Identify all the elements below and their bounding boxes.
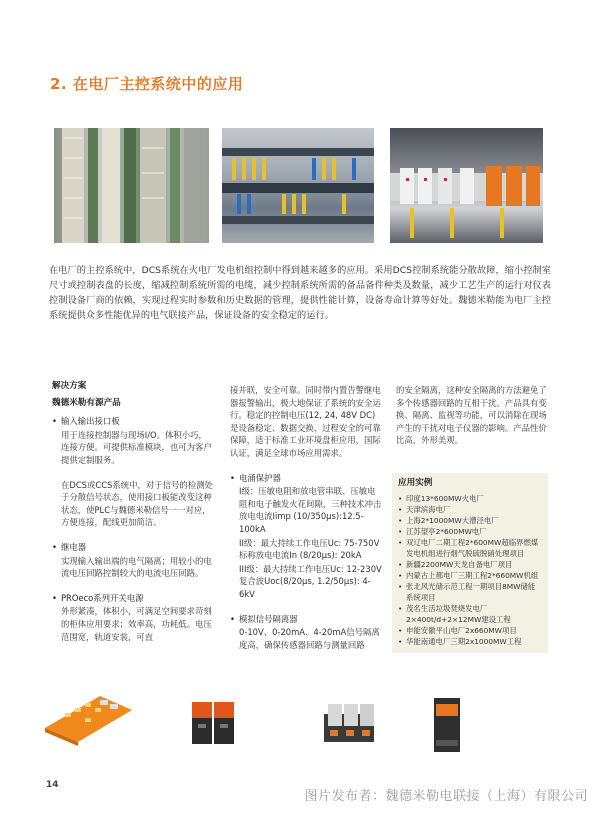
- page-number: 14: [46, 780, 59, 790]
- io-board-text-2: 在DCS或CCS系统中，对于信号的检测处于分散信号状态，使用接口板能改变这种状态，使PLC与魏德米勒信号一一对应，方便连接，配线更加简洁。: [61, 479, 213, 528]
- product-signal-isolator-image: [430, 694, 464, 756]
- case-item: 印度13*600MW火电厂: [406, 494, 484, 503]
- case-item: 江苏望亭2*600MW电厂: [406, 527, 487, 536]
- application-cases-box: 应用实例 • 印度13*600MW火电厂 • 天津滨海电厂 • 上海2*1000MW大漕泾电厂 • 江苏望亭2*600MW电厂 • 双辽电厂二期工程2*600MW超临界燃煤发电机组进行烟气脱硫脱硝处理项目 • 新疆2200MW天龙自备电厂项目 • 内蒙古上都电厂三期工程2*660MW机组 • 张北风光储示范工程一期项目8MW储能系统项目 • 茂名生活垃圾焚烧发电厂2×400t/d+2×12MW建设工程 • 申能安徽平山电厂2x660MW项目 • 华能南通电厂三期2x1000MW工程: [392, 473, 548, 653]
- case-item: 申能安徽平山电厂2x660MW项目: [406, 626, 517, 635]
- publisher-watermark: 图片发布者：魏德米勒电联接（上海）有限公司: [304, 789, 588, 804]
- case-item: 张北风光储示范工程一期项目8MW储能系统项目: [406, 582, 536, 602]
- section-heading: 2. 在电厂主控系统中的应用: [50, 75, 244, 93]
- case-item: 华能南通电厂三期2x1000MW工程: [406, 637, 522, 646]
- surge-class-1-text: I级：压敏电阻和放电管串联、压敏电阻和电子触发火花间隙，三种技术冲击放电电流Iimp (10/350μs):12.5-100kA: [239, 486, 382, 534]
- middle-column: [230, 384, 382, 651]
- right-column: [396, 384, 548, 447]
- relay-title: • 继电器: [52, 541, 214, 554]
- signal-isolator-title: • 模拟信号隔离器: [230, 613, 382, 626]
- active-products-title: 魏德米勒有源产品: [52, 397, 121, 408]
- product-interface-board-image: [40, 688, 135, 748]
- case-item: 双辽电厂二期工程2*600MW超临界燃煤发电机组进行烟气脱硫脱硝处理项目: [406, 538, 539, 558]
- case-item: 天津滨海电厂: [406, 505, 451, 514]
- case-item: 上海2*1000MW大漕泾电厂: [406, 516, 499, 525]
- power-supply-text-cont: 接并联，安全可靠。同时带内置告警继电器报警输出，极大地保证了系统的安全运行。稳定的控制电压(12, 24, 48V DC)是设备稳定、数据交换、过程安全的可靠保障，适于标准工业环境盘柜应用，国际认证，满足全球市场应用需求。: [230, 385, 381, 458]
- photo-wiring-cabinet: [54, 128, 209, 243]
- io-board-title: • 输入输出接口板: [52, 415, 214, 428]
- power-supply-text: 外形紧凑，体积小，可满足空间要求苛刻的柜体应用要求；效率高，功耗低。电压范围宽，轨道安装，可直: [61, 606, 212, 642]
- signal-isolator-text: 0-10V、0-20mA、4-20mA信号隔离度高，确保传感器回路与测量回路: [239, 627, 380, 650]
- solutions-column: [52, 380, 214, 643]
- surge-class-3-text: III级：最大持续工作电压Uc: 12-230V复合波Uoc(8/20μs, 1.2/50μs): 4-6kV: [239, 563, 382, 599]
- io-board-text: 用于连接控制器与现场I/O。体积小巧，连接方便。可提供标准模块，也可为客户提供定制服务。: [61, 429, 212, 465]
- case-item: 茂名生活垃圾焚烧发电厂2×400t/d+2×12MW建设工程: [406, 604, 511, 624]
- power-supply-title: • PROeco系列开关电源: [52, 592, 214, 605]
- case-item: 新疆2200MW天龙自备电厂项目: [406, 560, 513, 569]
- surge-class-2-text: II级：最大持续工作电压Uc: 75-750V标称放电电流In (8/20μs): 20kA: [239, 537, 380, 561]
- case-item: 内蒙古上都电厂三期工程2*660MW机组: [406, 571, 539, 580]
- photo-terminal-blocks: [222, 128, 374, 243]
- product-surge-protector-image: [188, 698, 238, 748]
- product-relay-module-image: [318, 696, 380, 752]
- relay-text: 实现输入输出端的电气隔离；用较小的电流电压回路控制较大的电流电压回路。: [61, 555, 212, 579]
- surge-protector-title: • 电涌保护器: [230, 472, 382, 485]
- solutions-title: 解决方案: [52, 381, 87, 391]
- intro-paragraph: 在电厂的主控系统中，DCS系统在火电厂发电机组控制中得到越来越多的应用。采用DCS控制系统能分散故障，缩小控制室尺寸或控制表盘的长度，缩减控制系统所需的电缆，减少控制系统所需的备品备件种类及数量，减少工艺生产的运行对仪表控制设备厂商的依赖，实现过程实时参数和历史数据的管理，提供性能计算，设备寿命计算等好处。魏德米勒能为电厂主控系统提供众多性能优异的电气联接产品，保证设备的安全稳定的运行。: [49, 265, 551, 321]
- photo-relay-modules: [390, 128, 543, 243]
- signal-isolator-text-cont: 的安全隔离，这种安全隔离的方法避免了多个传感器回路的互相干扰。产品具有变换、隔离、监视等功能，可以消除在现场产生的干扰对电子仪器的影响。产品性价比高，外形美观。: [396, 385, 547, 446]
- cases-title: 应用实例: [398, 478, 433, 488]
